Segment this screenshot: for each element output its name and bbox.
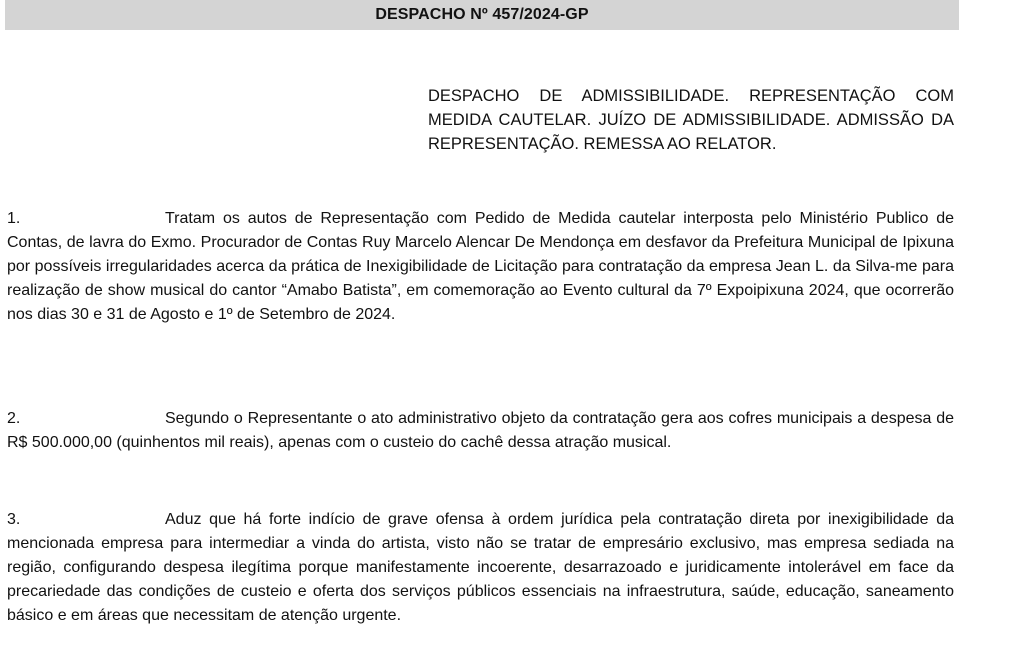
paragraph-text: Segundo o Representante o ato administrativo objeto da contratação gera aos cofres municipais a despesa de R$ 500.000,00 (quinhentos mil reais), apenas com o custeio do cachê dessa atração musical. [7,410,954,451]
paragraph-3 [7,508,954,628]
paragraph-2 [7,407,954,455]
document-title: DESPACHO Nº 457/2024-GP [5,0,959,30]
paragraph-number: 1. [7,210,21,227]
paragraph-text: Aduz que há forte indício de grave ofensa à ordem jurídica pela contratação direta por inexigibilidade da mencionada empresa para intermediar a vinda do artista, visto não se tratar de empresário exclusivo, mas empresa sediada na região, configurando despesa ilegítima porque manifestamente incoerente, desarrazoado e juridicamente intolerável em face da precariedade das condições de custeio e oferta dos serviços públicos essenciais na infraestrutura, saúde, educação, saneamento básico e em áreas que necessitam de atenção urgente. [7,511,954,624]
paragraph-number: 3. [7,511,21,528]
paragraph-number: 2. [7,410,21,427]
document-ementa: DESPACHO DE ADMISSIBILIDADE. REPRESENTAÇÃO COM MEDIDA CAUTELAR. JUÍZO DE ADMISSIBILIDADE. ADMISSÃO DA REPRESENTAÇÃO. REMESSA AO RELATOR. [428,87,954,153]
paragraph-text: Tratam os autos de Representação com Pedido de Medida cautelar interposta pelo Ministério Publico de Contas, de lavra do Exmo. Procurador de Contas Ruy Marcelo Alencar De Mendonça em desfavor da Prefeitura Municipal de Ipixuna por possíveis irregularidades acerca da prática de Inexigibilidade de Licitação para contratação da empresa Jean L. da Silva-me para realização de show musical do cantor “Amabo Batista”, em comemoração ao Evento cultural da 7º Expoipixuna 2024, que ocorrerão nos dias 30 e 31 de Agosto e 1º de Setembro de 2024. [7,210,954,323]
paragraph-1 [7,207,954,327]
